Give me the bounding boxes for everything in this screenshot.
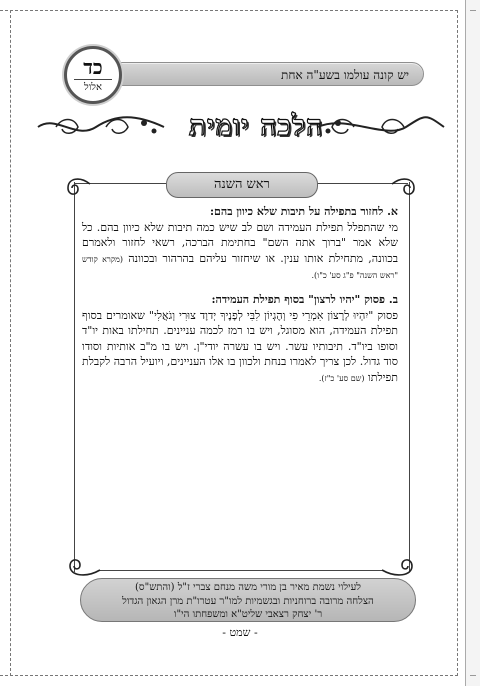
- section-body: פסוק "יִהְיוּ לְרָצוֹן אִמְרֵי פִי וְהֶגְיוֹן לִבִּי לְפָנֶיךָ יְדוָד צוּרִי וְגֹאֲלִי" שאומרים בסוף תפילת העמידה, הוא מסוגל, ויש בו רמז לכמה עניינים. תחילתו באות יו"ד וסופו ביו"ד. תיבותיו עשר. ויש בו עשרה יודי"ן. ויש בו מ"ב אותיות וסודו סוד גדול. לכן צריך לאמרו בנחת ולכוון בו אלו העניינים, ויועיל הרבה לקבלת תפילתו: [82, 308, 398, 384]
- dedication-line: הצלחה מרובה ברוחניות ובגשמיות למו"ר עטרו"ת מרן הגאון הגדול: [122, 595, 374, 607]
- cut-line-bottom: [0, 675, 458, 676]
- section-body: מי שהתפלל תפילת העמידה ושם לב שיש כמה תיבות שלא כיוון בהם. כל שלא אמר "ברוך אתה השם" בחתימת הברכה, רשאי לחזור ולאמרם בכוונה, מתחילת אותו ענין. או שיחזור עליהם בהרהור ובכוונה: [82, 220, 398, 265]
- date-badge: [64, 46, 122, 104]
- flourish-left-icon: [36, 112, 166, 142]
- corner-ornament-bottom-left-icon: [62, 552, 102, 582]
- corner-ornament-top-right-icon: [390, 172, 420, 202]
- header-quote-bar: [86, 62, 424, 86]
- dedication-line: לעילוי נשמת מאיר בן מורי משה מנחם צברי ז"ל (והתש"ס): [135, 582, 361, 593]
- section-source: (שם סע' כ"ז).: [318, 373, 365, 383]
- dedication-box: [80, 578, 416, 622]
- date-month: אלול: [84, 81, 102, 93]
- topic-banner: [166, 172, 318, 198]
- page-title: הלכה יומית: [188, 109, 324, 142]
- cut-line-right: [457, 10, 458, 676]
- halacha-section: [82, 292, 398, 387]
- flourish-right-icon: [316, 112, 446, 142]
- page-number: - שמט -: [222, 626, 258, 639]
- section-source: (מקרא קודש "ראש השנה" פ"ג סע' כ"ו).: [82, 254, 398, 281]
- topic-title: ראש השנה: [214, 177, 270, 192]
- halacha-section: [82, 204, 398, 284]
- page-edge-strip: [465, 0, 480, 686]
- section-heading: ב. פסוק "יהיו לרצון" בסוף תפילת העמידה:: [211, 292, 398, 306]
- header-quote: יש קונה עולמו בשע"ה אחת: [281, 68, 409, 82]
- dedication-line: ר' יצחק רצאבי שליט"א ומשפחתו הי"ו: [173, 609, 323, 620]
- corner-ornament-top-left-icon: [62, 172, 92, 202]
- halacha-content: [82, 204, 398, 395]
- date-day: כד: [83, 54, 103, 79]
- section-heading: א. לחזור בתפילה על תיבות שלא כיוון בהם:: [209, 205, 398, 218]
- frame-bottom-line: [100, 570, 382, 571]
- date-divider: [74, 79, 112, 80]
- title-row: [36, 106, 446, 148]
- cut-line-left: [10, 10, 11, 676]
- cut-line-top: [0, 10, 458, 11]
